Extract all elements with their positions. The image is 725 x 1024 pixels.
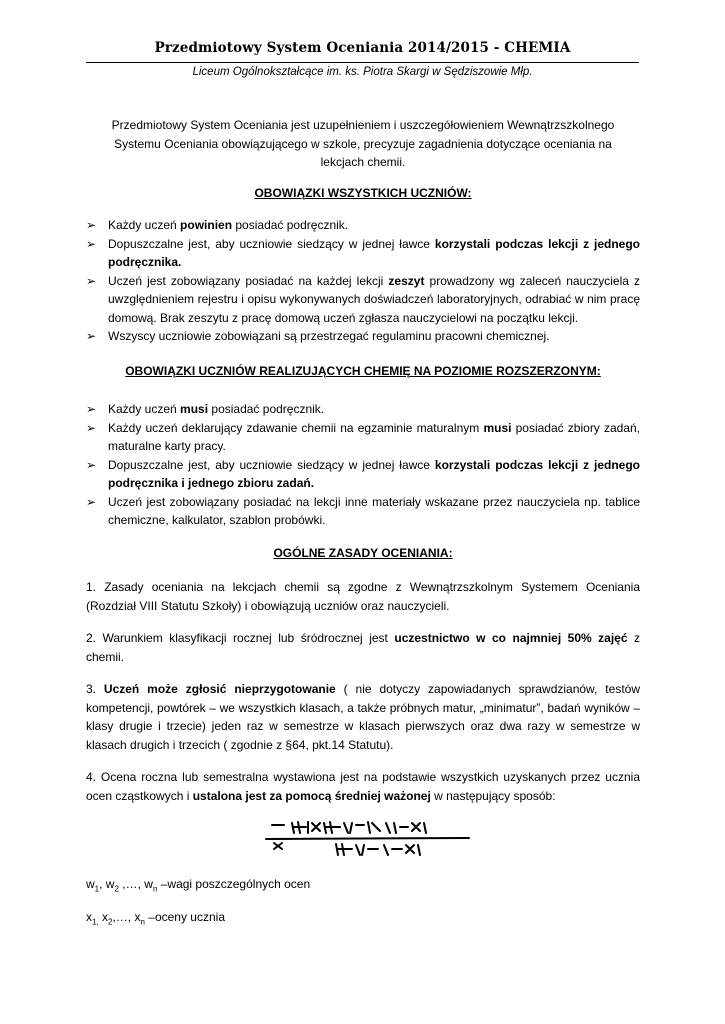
list-item: ➢ Każdy uczeń powinien posiadać podręcznik. xyxy=(86,216,640,235)
list-item: ➢ Uczeń jest zobowiązany posiadać na lekcji inne materiały wskazane przez nauczyciela np. tablice chemiczne, kalkulator, szablon probówki. xyxy=(86,494,640,527)
section-heading-general-rules: OGÓLNE ZASADY OCENIANIA: xyxy=(273,545,453,560)
rule-paragraph-1: 1. Zasady oceniania na lekcjach chemii są zgodne z Wewnątrzszkolnym Systemem Oceniania (Rozdział VIII Statutu Szkoły) i obowiązują uczniów oraz nauczycieli. xyxy=(86,580,640,613)
arrow-bullet-icon: ➢ xyxy=(86,236,97,251)
document-title: Przedmiotowy System Oceniania 2014/2015 - CHEMIA xyxy=(154,40,571,56)
arrow-bullet-icon: ➢ xyxy=(86,273,97,288)
intro-paragraph: Przedmiotowy System Oceniania jest uzupełnieniem i uszczegółowieniem Wewnątrzszkolnego Systemu Oceniania obowiązującego w szkole, precyzuje zagadnienia dotyczące oceniania na lekcjach chemii. xyxy=(111,118,615,169)
section-heading-all-students: OBOWIĄZKI WSZYSTKICH UCZNIÓW: xyxy=(254,185,472,200)
arrow-bullet-icon: ➢ xyxy=(86,402,97,416)
section-heading-extended-level: OBOWIĄZKI UCZNIÓW REALIZUJĄCYCH CHEMIĘ NA POZIOMIE ROZSZERZONYM: xyxy=(125,363,601,378)
weights-definition: $w_1$, $w_2$ ,…, $w_n$ –wagi poszczególnych ocen xyxy=(86,877,311,894)
list-item: ➢ Każdy uczeń musi posiadać podręcznik. xyxy=(86,400,640,419)
arrow-bullet-icon: ➢ xyxy=(86,457,97,472)
document-body xyxy=(86,116,640,940)
weighted-average-formula xyxy=(86,819,640,859)
list-item: ➢ Dopuszczalne jest, aby uczniowie siedzący w jednej ławce korzystali podczas lekcji z jednego podręcznika i jednego zbioru zadań. xyxy=(86,457,641,490)
document-subtitle: Liceum Ogólnokształcące im. ks. Piotra Skargi w Sędziszowie Młp. xyxy=(192,66,533,78)
rule-paragraph-4: 4. Ocena roczna lub semestralna wystawiona jest na podstawie wszystkich uzyskanych przez ucznia ocen cząstkowych i ustalona jest za pomocą średniej ważonej w następujący sposób: xyxy=(86,770,640,803)
list-item: ➢ Wszyscy uczniowie zobowiązani są przestrzegać regulaminu pracowni chemicznej. xyxy=(86,327,640,346)
rule-paragraph-3: 3. Uczeń może zgłosić nieprzygotowanie ( nie dotyczy zapowiadanych sprawdzianów, testów kompetencji, powtórek – we wszystkich klasach, a także próbnych matur, „minimatur”, badań wyników – klasy drugie i trzecie) jeden raz w semestrze w klasach pierwszych oraz dwa razy w semestrze w klasach drugich i trzecich ( zgodnie z §64, pkt.14 Statutu). xyxy=(86,682,640,752)
arrow-bullet-icon: ➢ xyxy=(86,494,97,509)
rule-paragraph-2: 2. Warunkiem klasyfikacji rocznej lub śródrocznej jest uczestnictwo w co najmniej 50% zajęć z chemii. xyxy=(86,631,640,664)
list-item: ➢ Uczeń jest zobowiązany posiadać na każdej lekcji zeszyt prowadzony wg zaleceń nauczyciela z uwzględnieniem rejestru i opisu wykonywanych doświadczeń laboratoryjnych, odrabiać w nim pracę domową. Brak zeszytu z pracę domową uczeń zgłasza nauczycielowi na początku lekcji. xyxy=(86,273,640,325)
list-item: ➢ Dopuszczalne jest, aby uczniowie siedzący w jednej ławce korzystali podczas lekcji z jednego podręcznika. xyxy=(86,236,641,269)
arrow-bullet-icon: ➢ xyxy=(86,329,97,343)
header-divider xyxy=(86,62,639,63)
grades-definition: $x_{1,}$ $x_2,\dots$, $x_n$ –oceny ucznia xyxy=(86,909,225,926)
arrow-bullet-icon: ➢ xyxy=(86,420,97,435)
arrow-bullet-icon: ➢ xyxy=(86,218,97,232)
weighted-average-formula-icon xyxy=(264,819,474,859)
bullet-list-extended-level xyxy=(86,400,640,530)
list-item: ➢ Każdy uczeń deklarujący zdawanie chemii na egzaminie maturalnym musi posiadać zbiory zadań, maturalne karty pracy. xyxy=(86,420,640,453)
bullet-list-all-students xyxy=(86,216,640,346)
